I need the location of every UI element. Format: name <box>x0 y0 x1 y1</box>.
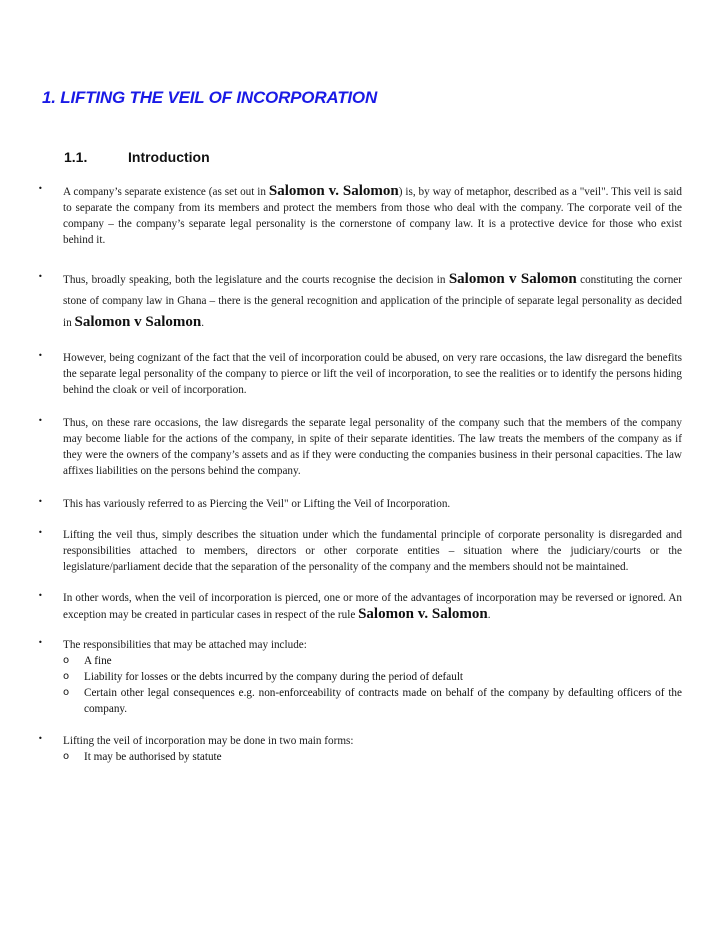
list-item <box>36 590 682 623</box>
list-item <box>36 527 682 575</box>
bullet-icon: • <box>38 497 43 506</box>
sub-list-item <box>63 669 682 685</box>
sub-bullet-icon: o <box>63 751 70 762</box>
sub-item-text: It may be authorised by statute <box>84 751 222 763</box>
paragraph-text: . <box>201 317 204 329</box>
sub-bullet-icon: o <box>63 655 70 666</box>
sub-list-item <box>63 685 682 717</box>
paragraph: The responsibilities that may be attached may include: <box>63 639 307 651</box>
bullet-icon: • <box>38 351 43 360</box>
bullet-icon: • <box>38 638 43 647</box>
list-item <box>36 733 682 765</box>
bullet-list <box>36 183 682 765</box>
paragraph: Lifting the veil thus, simply describes the situation under which the fundamental principle of corporate personality is disregarded and responsibilities attached to members, directors or other corporate entities – situation where the judiciary/courts or the legislature/parliament decide that the separation of the personality of the company and the members should not be maintained. <box>63 529 682 573</box>
sub-bullet-icon: o <box>63 671 70 682</box>
paragraph: Thus, on these rare occasions, the law disregards the separate legal personality of the company such that the members of the company may become liable for the actions of the company, in spite of their separate identities. The law treats the members of the company as if they were the owners of the company’s assets and as if they were conducting the companies business in their personal capacities. The law affixes liabilities on the persons behind the company. <box>63 417 682 477</box>
paragraph <box>63 269 682 334</box>
bullet-icon: • <box>38 528 43 537</box>
chapter-heading: 1. LIFTING THE VEIL OF INCORPORATION <box>42 88 378 107</box>
sub-list-item <box>63 653 682 669</box>
paragraph: This has variously referred to as Piercing the Veil" or Lifting the Veil of Incorporation. <box>63 498 451 510</box>
paragraph-text: constituting the corner stone of company law in Ghana – there is the general recognition and application of the principle of separate legal personality as decided in <box>63 274 682 329</box>
paragraph-text: In other words, when the veil of incorporation is pierced, one or more of the advantages of incorporation may be reversed or ignored. An exception may be created in particular cases in respect of the rule <box>63 592 682 621</box>
bullet-icon: • <box>38 272 43 281</box>
list-item <box>36 183 682 248</box>
bullet-icon: • <box>38 734 43 743</box>
paragraph-text: A company’s separate existence (as set out in <box>63 186 269 198</box>
list-item <box>36 269 682 334</box>
case-name: Salomon v. Salomon <box>358 606 488 622</box>
paragraph <box>63 590 682 623</box>
bullet-icon: • <box>38 416 43 425</box>
bullet-icon: • <box>38 591 43 600</box>
case-name: Salomon v Salomon <box>448 271 577 287</box>
case-name: Salomon v. Salomon <box>268 183 399 199</box>
list-item <box>36 637 682 717</box>
paragraph-text: ) is, by way of metaphor, described as a "veil". This veil is said to separate the company from its members and protect the members from those who deal with the company. The corporate veil of the company – the company’s separate legal personality is the cornerstone of company law. It is a protective device for those who exist behind it. <box>63 186 683 246</box>
section-heading <box>64 149 210 165</box>
paragraph <box>63 183 682 248</box>
paragraph-text: Thus, broadly speaking, both the legislature and the courts recognise the decision in <box>63 274 449 286</box>
paragraph: However, being cognizant of the fact that the veil of incorporation could be abused, on very rare occasions, the law disregard the benefits the separate legal personality of the company to pierce or lift the veil of incorporation, to see the realities or to identify the persons hiding behind the cloak or veil of incorporation. <box>63 352 682 396</box>
sub-list-item <box>63 749 682 765</box>
list-item <box>36 415 682 479</box>
case-name: Salomon v Salomon <box>74 314 202 330</box>
section-title: Introduction <box>128 149 210 165</box>
bullet-icon: • <box>38 184 43 193</box>
paragraph-text: . <box>487 609 491 621</box>
list-item <box>36 350 682 398</box>
sub-item-text: A fine <box>84 655 112 667</box>
sub-item-text: Liability for losses or the debts incurred by the company during the period of default <box>84 671 464 683</box>
list-item <box>36 496 682 512</box>
sub-item-text: Certain other legal consequences e.g. non-enforceability of contracts made on behalf of the company by defaulting officers of the company. <box>84 687 682 715</box>
sub-bullet-icon: o <box>63 687 70 698</box>
paragraph: Lifting the veil of incorporation may be done in two main forms: <box>63 735 354 747</box>
section-number: 1.1. <box>64 149 88 165</box>
